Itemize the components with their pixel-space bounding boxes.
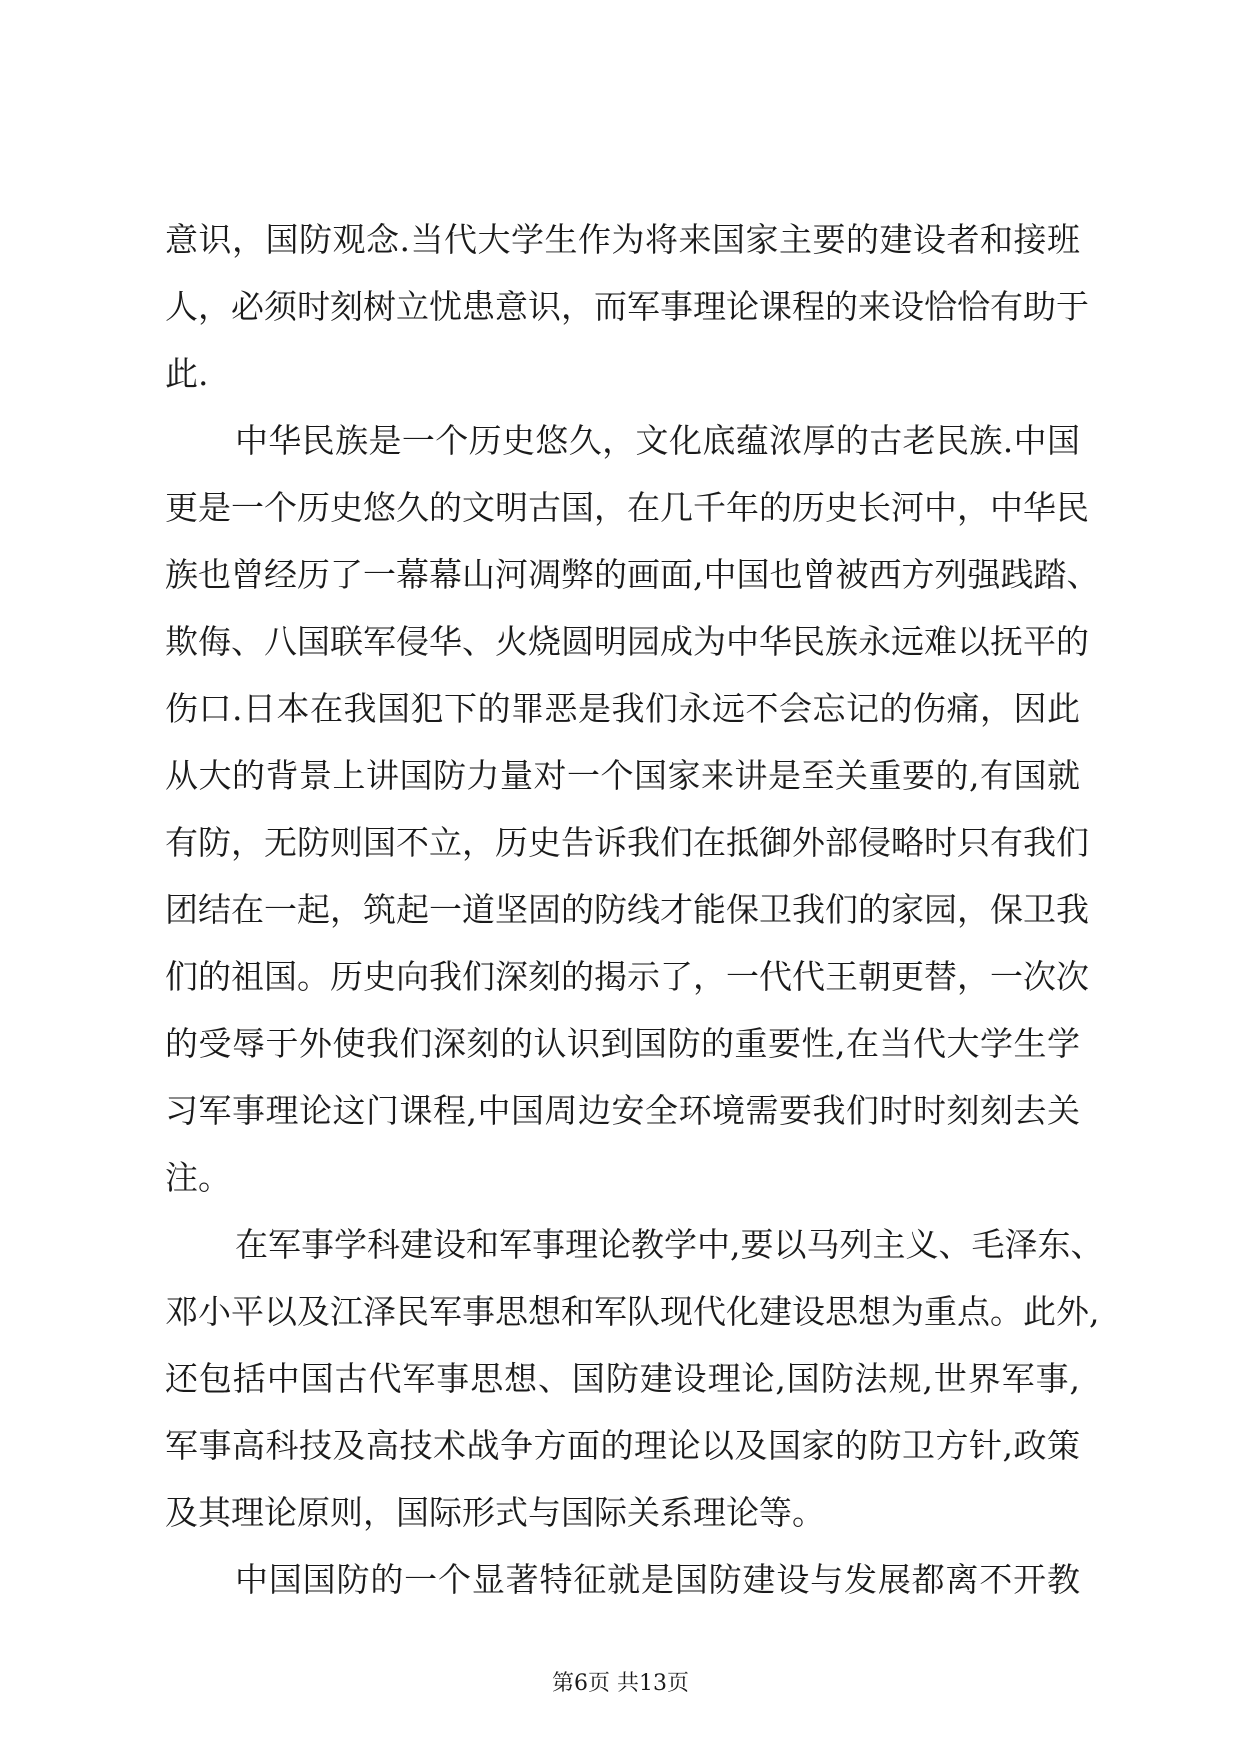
page-footer: 第6页 共13页	[552, 1671, 689, 1696]
text-line: 邓小平以及江泽民军事思想和军队现代化建设思想为重点。此外,	[165, 1292, 1100, 1331]
text-line: 族也曾经历了一幕幕山河凋弊的画面,中国也曾被西方列强践踏、	[165, 555, 1100, 594]
text-line: 欺侮、八国联军侵华、火烧圆明园成为中华民族永远难以抚平的	[165, 622, 1089, 661]
text-line: 们的祖国。历史向我们深刻的揭示了，一代代王朝更替，一次次	[165, 957, 1089, 996]
text-line: 伤口.日本在我国犯下的罪恶是我们永远不会忘记的伤痛，因此	[165, 689, 1080, 728]
text-line: 的受辱于外使我们深刻的认识到国防的重要性,在当代大学生学	[165, 1024, 1080, 1063]
paragraph-first-line: 中华民族是一个历史悠久，文化底蕴浓厚的古老民族.中国	[235, 421, 1080, 460]
text-line: 更是一个历史悠久的文明古国，在几千年的历史长河中，中华民	[165, 488, 1089, 527]
text-line: 此.	[165, 354, 209, 393]
text-line: 习军事理论这门课程,中国周边安全环境需要我们时时刻刻去关	[165, 1091, 1080, 1130]
text-line: 团结在一起，筑起一道坚固的防线才能保卫我们的家园，保卫我	[165, 890, 1089, 929]
text-line: 从大的背景上讲国防力量对一个国家来讲是至关重要的,有国就	[165, 756, 1080, 795]
paragraph-first-line: 中国国防的一个显著特征就是国防建设与发展都离不开教	[235, 1560, 1080, 1599]
text-line: 有防，无防则国不立，历史告诉我们在抵御外部侵略时只有我们	[165, 823, 1089, 862]
text-line: 人，必须时刻树立忧患意识，而军事理论课程的来设恰恰有助于	[165, 287, 1089, 326]
text-line: 还包括中国古代军事思想、国防建设理论,国防法规,世界军事,	[165, 1359, 1080, 1398]
text-line: 军事高科技及高技术战争方面的理论以及国家的防卫方针,政策	[165, 1426, 1080, 1465]
text-line: 及其理论原则，国际形式与国际关系理论等。	[165, 1493, 825, 1532]
text-line: 注。	[165, 1158, 231, 1197]
text-line: 意识，国防观念.当代大学生作为将来国家主要的建设者和接班	[165, 220, 1080, 259]
paragraph-first-line: 在军事学科建设和军事理论教学中,要以马列主义、毛泽东、	[235, 1225, 1104, 1264]
